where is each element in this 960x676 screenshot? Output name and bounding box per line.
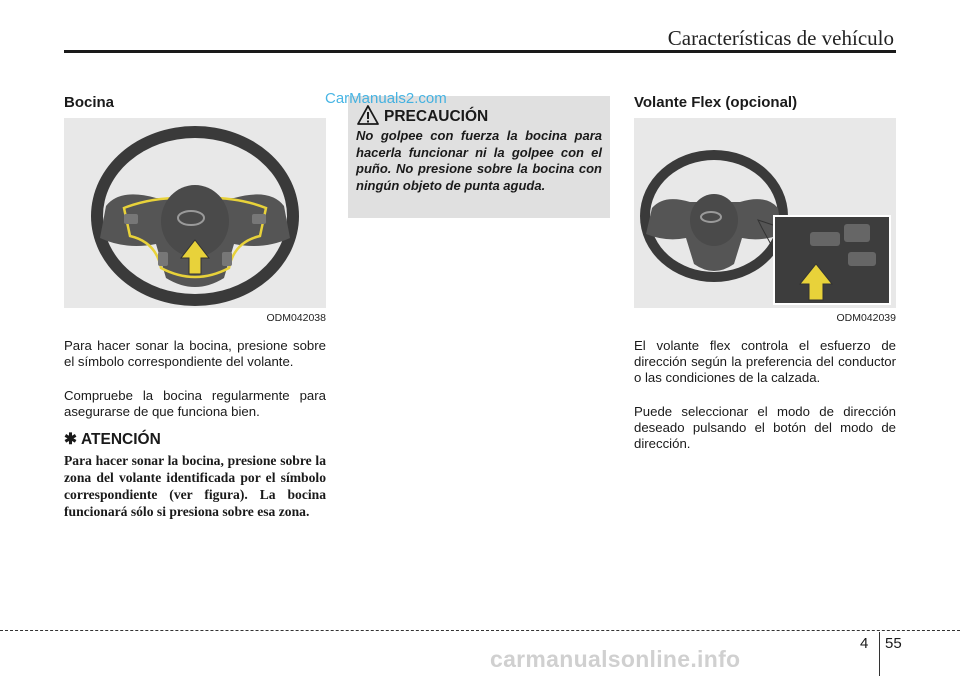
- steering-wheel-horn-figure: [64, 118, 326, 308]
- watermark-top: CarManuals2.com: [325, 90, 447, 107]
- section-heading-volante-flex: Volante Flex (opcional): [634, 94, 798, 111]
- atencion-title-text: ATENCIÓN: [81, 430, 161, 448]
- page-chapter-number: 4: [860, 635, 869, 652]
- atencion-body: Para hacer sonar la bocina, presione sobre la zona del volante identificada por el símbolo correspondiente (ver figura). La bocina funcionará sólo si presiona sobre esa zona.: [64, 453, 326, 519]
- page-number: 55: [885, 635, 902, 652]
- figure-code-flex: ODM042039: [836, 312, 896, 324]
- steering-wheel-horn-illustration: [64, 118, 326, 308]
- atencion-title: [64, 430, 161, 449]
- caution-title: PRECAUCIÓN: [384, 108, 489, 125]
- steering-wheel-flex-illustration: [634, 118, 896, 308]
- flex-paragraph-2: Puede seleccionar el modo de dirección deseado pulsando el botón del modo de dirección.: [634, 404, 896, 451]
- steering-wheel-flex-figure: [634, 118, 896, 308]
- figure-code-horn: ODM042038: [266, 312, 326, 324]
- star-icon: ✱: [64, 431, 77, 448]
- warning-triangle-icon: [356, 104, 380, 126]
- section-heading-bocina: Bocina: [64, 94, 115, 111]
- horn-paragraph-2: Compruebe la bocina regularmente para asegurarse de que funciona bien.: [64, 388, 326, 419]
- page-number-divider: [879, 632, 880, 676]
- caution-body: No golpee con fuerza la bocina para hacerla funcionar ni la golpee con el puño. No presione sobre la bocina con ningún objeto de punta aguda.: [356, 128, 602, 193]
- header-rule: [64, 50, 896, 53]
- page-header-title: Características de vehículo: [667, 26, 894, 50]
- flex-paragraph-1: El volante flex controla el esfuerzo de dirección según la preferencia del conductor o las condiciones de la calzada.: [634, 338, 896, 385]
- footer-dashed-rule: [0, 630, 960, 631]
- watermark-bottom: carmanualsonline.info: [490, 646, 741, 672]
- horn-paragraph-1: Para hacer sonar la bocina, presione sobre el símbolo correspondiente del volante.: [64, 338, 326, 369]
